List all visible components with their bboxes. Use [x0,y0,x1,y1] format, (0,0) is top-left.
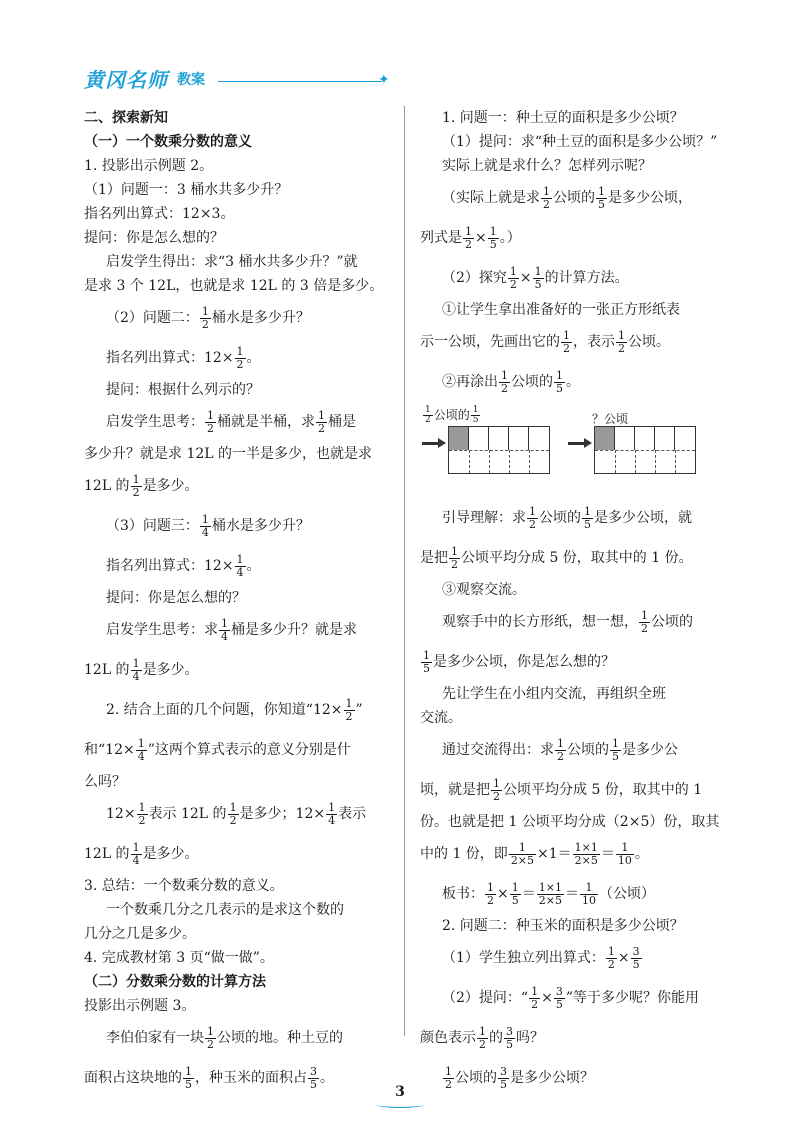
text-line: ①让学生拿出准备好的一张正方形纸表 [442,302,680,318]
text-line: 颜色表示 $\frac{1}{2}$ 的 $\frac{3}{5}$ 吗？ [420,1024,544,1051]
text-line: 12L 的 $\frac{1}{4}$ 是多少。 [84,656,199,683]
fraction: $\frac{1}{2}$ [132,472,140,499]
fraction: $\frac{1}{2}$ [557,736,564,763]
fraction: $\frac{1}{5}$ [423,648,430,675]
fraction: $\frac{1}{2}$ [618,328,625,355]
right-column [420,106,718,1098]
fraction: $\frac{1}{5}$ [511,880,519,907]
section-heading: 二、探索新知 [84,110,168,126]
text-line: 12L 的 $\frac{1}{2}$ 是多少。 [84,472,199,499]
area-model-diagram [420,406,710,492]
text-line: 中的 1 份，即 $\frac{1}{2\times 5}$ ×1＝ $\frac{1\times 1}{2\times 5}$ ＝ $\frac{1}{10}$ 。 [420,840,649,867]
fraction: $\frac{1}{2}$ [207,1024,214,1051]
text-line: 板书： $\frac{1}{2}$ × $\frac{1}{5}$ ＝ $\frac{1\times 1}{2\times 5}$ ＝ $\frac{1}{10}$ （公顷） [442,880,655,907]
fraction: $\frac{1}{2}$ [563,328,570,355]
fraction: $\frac{1}{5}$ [556,368,563,395]
text-line: 启发学生思考： $\frac{1}{2}$ 桶就是半桶，求 $\frac{1}{2}$ 桶是 [106,408,356,435]
shaded-cell [595,427,615,450]
text-line: 指名列出算式：12× $\frac{1}{4}$ 。 [106,552,261,579]
fraction: $\frac{1}{2}$ [201,304,209,331]
text-line: 12L 的 $\frac{1}{4}$ 是多少。 [84,840,199,867]
text-line: 一个数乘几分之几表示的是求这个数的 [106,902,344,918]
column-divider [404,106,405,1036]
fraction: $\frac{3}{5}$ [506,1024,513,1051]
text-line: 通过交流得出：求 $\frac{1}{2}$ 公顷的 $\frac{1}{5}$ 是多少公 [442,736,678,763]
page-number-ornament [376,1101,424,1108]
fraction: $\frac{1}{2}$ [229,800,237,827]
text-line: 观察手中的长方形纸，想一想， $\frac{1}{2}$ 公顷的 [442,608,693,635]
fraction: $\frac{1}{2}$ [493,776,500,803]
arrow-icon [568,442,586,445]
fraction: $\frac{1}{2}$ [445,1064,452,1091]
fraction: $\frac{1}{2}$ [529,504,536,531]
fraction: $\frac{1}{2}$ [501,368,508,395]
text-line: （1）提问：求“种土豆的面积是多少公顷？” [442,134,718,150]
fraction: $\frac{1}{2}$ [531,984,539,1011]
text-line: 指名列出算式：12×3。 [84,206,235,222]
fraction: $\frac{1}{2}$ [479,1024,486,1051]
text-line: 是把 $\frac{1}{2}$ 公顷平均分成 5 份，取其中的 1 份。 [420,544,693,571]
fraction: $\frac{1}{2}$ [236,344,244,371]
text-line: 几分之几是多少。 [84,926,196,942]
header-rule [218,81,382,82]
fraction: $\frac{3}{5}$ [500,1064,507,1091]
text-line: 提问：你是怎么想的？ [84,230,224,246]
fraction: $\frac{1}{5}$ [612,736,619,763]
fraction: $\frac{1}{2}$ [487,880,494,907]
fraction: $\frac{1}{2}$ [641,608,648,635]
page-number: 3 [395,1084,405,1100]
text-line: 么吗？ [84,774,126,790]
arrow-icon [422,442,440,445]
fraction: $\frac{1}{5}$ [534,264,542,291]
subsection-heading: （二）分数乘分数的计算方法 [84,974,266,990]
fraction: $\frac{1}{2}$ [138,800,146,827]
text-line: 顷，就是把 $\frac{1}{2}$ 公顷平均分成 5 份，取其中的 1 [420,776,703,803]
brand-logo: 黄冈名师 [84,68,168,92]
text-line: 面积占这块地的 $\frac{1}{5}$ ，种玉米的面积占 $\frac{3}{5}$ 。 [84,1064,334,1091]
text-line: （1）问题一：3 桶水共多少升？ [84,182,289,198]
text-line: 份。也就是把 1 公顷平均分成（2×5）份，取其 [420,814,720,830]
text-line: 是求 3 个 12L，也就是求 12L 的 3 倍是多少。 [84,278,384,294]
text-line: 指名列出算式：12× $\frac{1}{2}$ 。 [106,344,261,371]
fraction: $\frac{1}{4}$ [132,840,140,867]
page-header [84,64,390,94]
text-line: 投影出示例题 3。 [84,998,196,1014]
fraction: $\frac{1}{10}$ [581,880,596,907]
shaded-cell [449,427,469,450]
area-grid-right [594,426,696,474]
area-grid-left [448,426,550,474]
text-line: 和“12× $\frac{1}{4}$ ”这两个算式表示的意义分别是什 [84,736,351,763]
fraction: $\frac{1}{4}$ [221,616,228,643]
text-line: 示一公顷，先画出它的 $\frac{1}{2}$ ，表示 $\frac{1}{2}$ 公顷。 [420,328,670,355]
fraction: $\frac{1}{4}$ [236,552,244,579]
fraction: $\frac{1}{4}$ [328,800,336,827]
fraction: $\frac{1}{2}$ [451,544,458,571]
fraction: $\frac{1}{4}$ [201,512,209,539]
text-line: 启发学生得出：求“3 桶水共多少升？”就 [106,254,358,270]
text-line: 2. 问题二：种玉米的面积是多少公顷？ [442,918,684,934]
text-line: 12× $\frac{1}{2}$ 表示 12L 的 $\frac{1}{2}$ 是多少；12× $\frac{1}{4}$ 表示 [106,800,367,827]
text-line: $\frac{1}{2}$ 公顷的 $\frac{3}{5}$ 是多少公顷？ [445,1064,594,1091]
fraction: $\frac{1}{2}$ [509,264,517,291]
sparkle-icon: ✦ [378,72,390,88]
fraction: $\frac{3}{5}$ [310,1064,317,1091]
fraction: $\frac{1}{5}$ [489,224,497,251]
text-line: 3. 总结：一个数乘分数的意义。 [84,878,284,894]
text-line: 4. 完成教材第 3 页“做一做”。 [84,950,274,966]
fraction: $\frac{1}{2}$ [465,224,472,251]
text-line: 列式是 $\frac{1}{2}$ × $\frac{1}{5}$ 。） [420,224,521,251]
text-line: （2）提问：“ $\frac{1}{2}$ × $\frac{3}{5}$ ”等于多少呢？你能用 [442,984,699,1011]
fraction: $\frac{3}{5}$ [632,944,640,971]
diagram-label-left: $\frac{1}{2}$ 公顷的 $\frac{1}{5}$ [425,405,479,425]
fraction: $\frac{1}{5}$ [598,184,605,211]
fraction: $\frac{1}{5}$ [185,1064,192,1091]
fraction: $\frac{1\times 1}{2\times 5}$ [574,840,598,867]
text-line: （3）问题三： $\frac{1}{4}$ 桶水是多少升？ [106,512,310,539]
text-line: （1）学生独立列出算式： $\frac{1}{2}$ × $\frac{3}{5}$ [442,944,640,971]
text-line: 1. 投影出示例题 2。 [84,158,214,174]
text-line: （2）探究 $\frac{1}{2}$ × $\frac{1}{5}$ 的计算方法。 [442,264,629,291]
text-line: 启发学生思考：求 $\frac{1}{4}$ 桶是多少升？就是求 [106,616,357,643]
text-line: 2. 结合上面的几个问题，你知道“12× $\frac{1}{2}$ ” [106,696,363,723]
fraction: $\frac{1}{2}$ [607,944,615,971]
text-line: 多少升？就是求 12L 的一半是多少，也就是求 [84,446,373,462]
fraction: $\frac{1}{2}$ [318,408,325,435]
diagram-label-right: ？公顷 [592,412,629,426]
fraction: $\frac{3}{5}$ [555,984,563,1011]
text-line: 实际上就是求什么？怎样列示呢？ [442,158,652,174]
text-line: 交流。 [420,710,462,726]
text-line: （2）问题二： $\frac{1}{2}$ 桶水是多少升？ [106,304,310,331]
text-line: 李伯伯家有一块 $\frac{1}{2}$ 公顷的地。种土豆的 [106,1024,343,1051]
fraction: $\frac{1}{4}$ [137,736,145,763]
fraction: $\frac{1}{2}$ [543,184,550,211]
text-line: 提问：根据什么列示的？ [106,382,260,398]
text-line: 引导理解：求 $\frac{1}{2}$ 公顷的 $\frac{1}{5}$ 是多少公顷，就 [442,504,692,531]
text-line: $\frac{1}{5}$ 是多少公顷，你是怎么想的？ [423,648,615,675]
text-line: ②再涂出 $\frac{1}{2}$ 公顷的 $\frac{1}{5}$ 。 [442,368,580,395]
brand-subtitle: 教案 [177,72,205,88]
fraction: $\frac{1}{4}$ [132,656,140,683]
fraction: $\frac{1}{5}$ [584,504,591,531]
text-line: ③观察交流。 [442,582,526,598]
fraction: $\frac{1}{10}$ [617,840,632,867]
text-line: 先让学生在小组内交流，再组织全班 [442,686,666,702]
fraction: $\frac{1}{2\times 5}$ [510,840,535,867]
left-column [84,106,388,1098]
text-line: 提问：你是怎么想的？ [106,590,246,606]
fraction: $\frac{1\times 1}{2\times 5}$ [538,880,562,907]
text-line: （实际上就是求 $\frac{1}{2}$ 公顷的 $\frac{1}{5}$ 是多少公顷， [442,184,692,211]
fraction: $\frac{1}{2}$ [345,696,353,723]
text-line: 1. 问题一：种土豆的面积是多少公顷？ [442,110,684,126]
fraction: $\frac{1}{2}$ [207,408,214,435]
subsection-heading: （一）一个数乘分数的意义 [84,134,252,150]
